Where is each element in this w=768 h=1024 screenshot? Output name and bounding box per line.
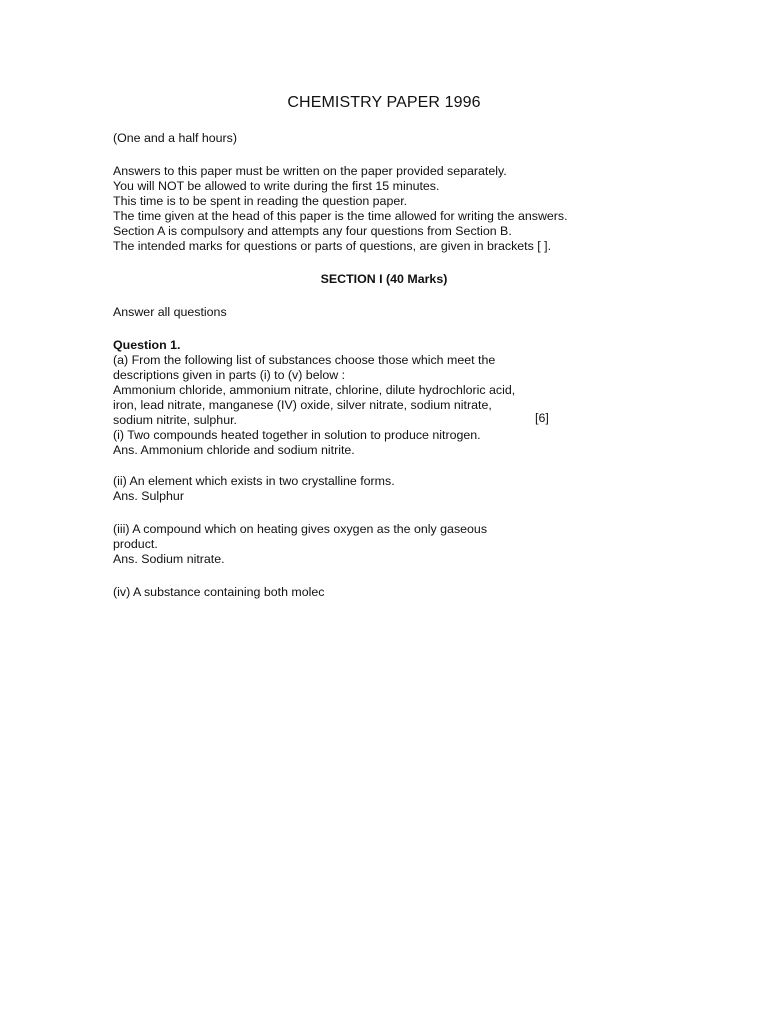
instruction-line: The time given at the head of this paper is the time allowed for writing the answers. — [113, 209, 568, 223]
part-iii-answer: Ans. Sodium nitrate. — [113, 552, 225, 566]
question-heading: Question 1. — [113, 338, 181, 352]
part-i-answer: Ans. Ammonium chloride and sodium nitrite. — [113, 443, 355, 457]
instruction-line: Answers to this paper must be written on the paper provided separately. — [113, 164, 507, 178]
part-iii — [113, 522, 713, 567]
question-intro-line: sodium nitrite, sulphur. — [113, 413, 237, 427]
part-iv-question: (iv) A substance containing both molec — [113, 585, 325, 599]
part-i-question: (i) Two compounds heated together in solution to produce nitrogen. — [113, 428, 481, 442]
instruction-line: You will NOT be allowed to write during the first 15 minutes. — [113, 179, 440, 193]
instruction-line: Section A is compulsory and attempts any four questions from Section B. — [113, 224, 512, 238]
part-iii-question: product. — [113, 537, 158, 551]
duration-note — [113, 131, 713, 146]
marks-bracket: [6] — [535, 411, 549, 425]
instruction-line: The intended marks for questions or parts of questions, are given in brackets [ ]. — [113, 239, 552, 253]
instruction-line: This time is to be spent in reading the question paper. — [113, 194, 408, 208]
part-iii-question: (iii) A compound which on heating gives oxygen as the only gaseous — [113, 522, 488, 536]
part-iv — [113, 585, 713, 600]
part-ii-question: (ii) An element which exists in two crystalline forms. — [113, 474, 395, 488]
question-intro-line: Ammonium chloride, ammonium nitrate, chlorine, dilute hydrochloric acid, — [113, 383, 516, 397]
part-ii-answer: Ans. Sulphur — [113, 489, 184, 503]
part-ii — [113, 474, 713, 504]
question-1 — [113, 338, 713, 458]
instructions-block — [113, 164, 713, 254]
section-heading: SECTION I (40 Marks) — [320, 272, 448, 286]
question-intro-line: iron, lead nitrate, manganese (IV) oxide, silver nitrate, sodium nitrate, — [113, 398, 492, 412]
question-intro-line: descriptions given in parts (i) to (v) below : — [113, 368, 346, 382]
section-note-text: Answer all questions — [113, 305, 227, 319]
question-intro-line: (a) From the following list of substances choose those which meet the — [113, 353, 496, 367]
duration-text: (One and a half hours) — [113, 131, 237, 145]
section-note — [113, 305, 713, 320]
page-title: CHEMISTRY PAPER 1996 — [287, 94, 481, 111]
